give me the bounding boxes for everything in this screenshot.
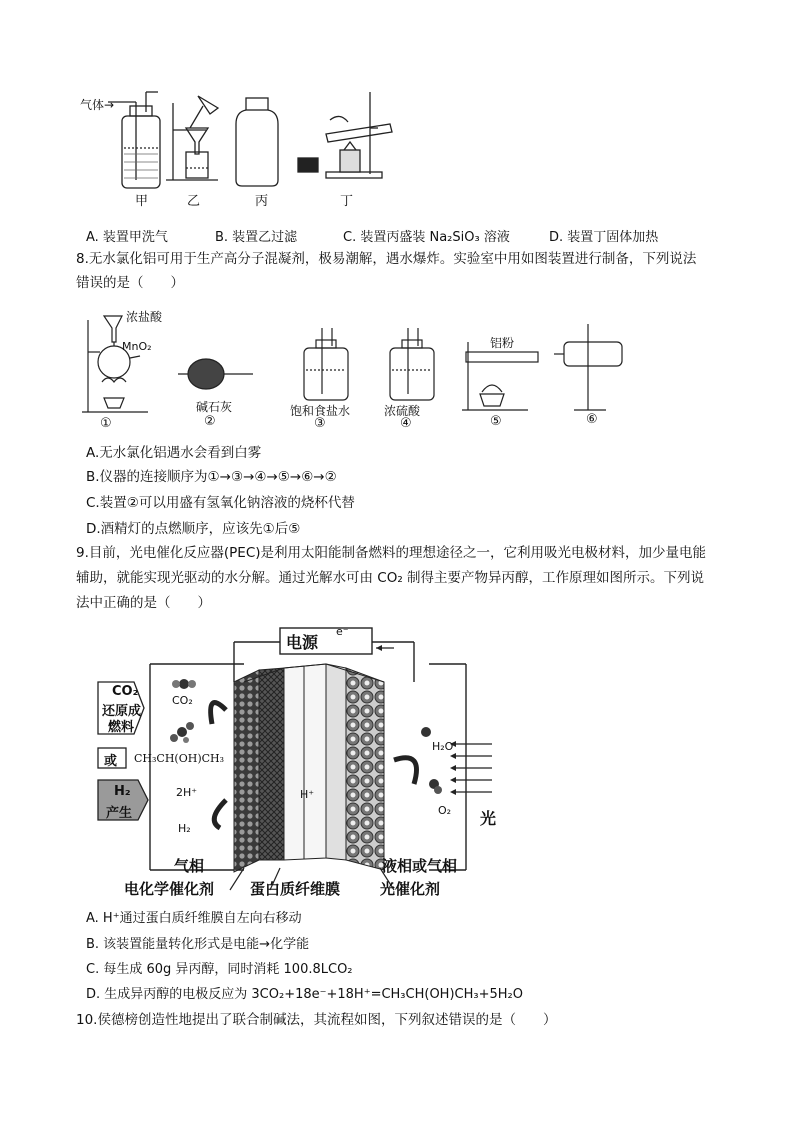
label-al-powder: 铝粉 (490, 336, 515, 350)
q9-option-a[interactable]: A. H⁺通过蛋白质纤维膜自左向右移动 (86, 911, 302, 926)
gas-inlet-label: 气体→ (80, 98, 115, 112)
label-conc-h2so4: 浓硫酸 (384, 404, 421, 418)
bottle-bing (236, 98, 278, 186)
pec-power-label: 电源 (286, 633, 319, 652)
q7-option-b[interactable]: B. 装置乙过滤 (215, 230, 298, 245)
fig-label-yi: 乙 (187, 194, 201, 209)
pec-photo-cat-label: 光催化剂 (380, 880, 441, 898)
num-1: ① (100, 416, 112, 431)
pec-hplus-label: H⁺ (300, 788, 315, 801)
filter-yi (166, 96, 218, 180)
fig-label-jia: 甲 (135, 194, 149, 209)
q9-stem-line3: 法中正确的是（ ） (76, 595, 211, 611)
pec-membrane-label: 蛋白质纤维膜 (250, 880, 341, 898)
pec-gas-phase-label: 气相 (174, 857, 205, 875)
label-sat-nacl: 饱和食盐水 (290, 404, 351, 418)
pec-liquid-gas-label: 液相或气相 (382, 857, 458, 875)
pec-h2-box-2: 产生 (106, 806, 133, 821)
pec-electron-label: e⁻ (336, 625, 349, 638)
q9-option-b[interactable]: B. 该装置能量转化形式是电能→化学能 (86, 937, 310, 952)
q7-option-a[interactable]: A. 装置甲洗气 (86, 230, 168, 245)
num-2: ② (204, 414, 216, 429)
q8-stem-line2: 错误的是（ ） (76, 275, 184, 291)
pec-co2-label: CO₂ (172, 694, 193, 707)
q9-option-c[interactable]: C. 每生成 60g 异丙醇，同时消耗 100.8LCO₂ (86, 962, 353, 977)
q8-stem-line1: 8.无水氯化铝可用于生产高分子混凝剂，极易潮解，遇水爆炸。实验室中用如图装置进行制备，下列说法 (76, 251, 697, 267)
num-3: ③ (314, 416, 326, 431)
wash-bottle-jia (108, 92, 160, 188)
q8-option-a[interactable]: A.无水氯化铝遇水会看到白雾 (86, 445, 262, 461)
label-conc-hcl: 浓盐酸 (126, 310, 163, 324)
q9-stem-line1: 9.目前，光电催化反应器(PEC)是利用太阳能制备燃料的理想途径之一，它利用吸光电极材料，加少量电能 (76, 545, 707, 561)
num-6: ⑥ (586, 412, 598, 427)
q10-stem: 10.侯德榜创造性地提出了联合制碱法，其流程如图，下列叙述错误的是（ ） (76, 1012, 557, 1028)
q8-option-c[interactable]: C.装置②可以用盛有氢氧化钠溶液的烧杯代替 (86, 495, 355, 511)
pec-co2-box-1: CO₂ (112, 684, 139, 699)
pec-electro-cat-label: 电化学催化剂 (124, 880, 215, 898)
pec-or-label: 或 (104, 754, 118, 769)
pec-h2-box-1: H₂ (114, 784, 131, 799)
pec-co2-box-3: 燃料 (108, 720, 135, 735)
pec-o2-label: O₂ (438, 804, 452, 817)
q7-apparatus-figure (78, 88, 408, 213)
pec-product-label: CH₃CH(OH)CH₃ (134, 752, 225, 765)
q7-option-d[interactable]: D. 装置丁固体加热 (549, 230, 659, 245)
pec-light-label: 光 (480, 809, 497, 828)
pec-co2-box-2: 还原成 (102, 704, 142, 719)
pec-h2o-label: H₂O (432, 740, 454, 753)
label-mno2: MnO₂ (122, 340, 152, 353)
num-5: ⑤ (490, 414, 502, 429)
q9-option-d[interactable]: D. 生成异丙醇的电极反应为 3CO₂+18e⁻+18H⁺=CH₃CH(OH)CH₃+5H₂O (86, 987, 523, 1002)
label-soda-lime: 碱石灰 (196, 400, 233, 414)
pec-h2-label: H₂ (178, 822, 191, 835)
q7-option-c[interactable]: C. 装置丙盛装 Na₂SiO₃ 溶液 (343, 230, 510, 245)
heating-ding (298, 92, 392, 178)
q9-stem-line2: 辅助，就能实现光驱动的水分解。通过光解水可由 CO₂ 制得主要产物异丙醇，工作原理如图所示。下列说 (76, 570, 705, 586)
num-4: ④ (400, 416, 412, 431)
fig-label-ding: 丁 (340, 194, 354, 209)
fig-label-bing: 丙 (255, 194, 269, 209)
q8-option-b[interactable]: B.仪器的连接顺序为①→③→④→⑤→⑥→② (86, 469, 337, 485)
pec-2h-label: 2H⁺ (176, 786, 198, 799)
q8-option-d[interactable]: D.酒精灯的点燃顺序，应该先①后⑤ (86, 521, 301, 537)
